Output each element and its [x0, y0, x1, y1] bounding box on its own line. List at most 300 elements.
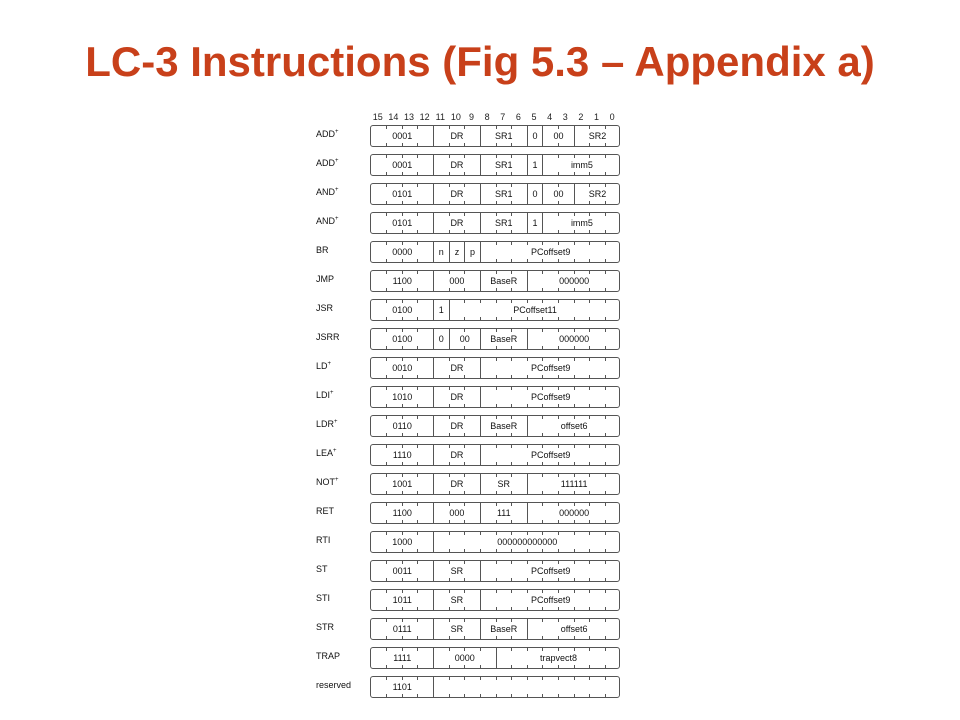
bit-tick	[605, 590, 606, 593]
bit-tick	[449, 636, 450, 639]
encoding-field: 1101	[392, 682, 412, 692]
bit-tick	[402, 648, 403, 651]
bit-tick	[574, 288, 575, 291]
bit-tick	[386, 619, 387, 622]
bit-tick	[386, 474, 387, 477]
bit-label: 12	[419, 112, 430, 122]
encoding-field: 0001	[392, 131, 413, 141]
instruction-row	[312, 182, 632, 206]
encoding-box	[370, 270, 620, 292]
bit-tick	[558, 462, 559, 465]
bit-tick	[386, 155, 387, 158]
bit-tick	[574, 346, 575, 349]
bit-tick	[386, 300, 387, 303]
bit-tick	[511, 172, 512, 175]
bit-label: 0	[609, 112, 615, 122]
bit-tick	[496, 242, 497, 245]
bit-tick	[558, 648, 559, 651]
bit-tick	[464, 317, 465, 320]
encoding-field: DR	[450, 218, 464, 228]
bit-tick	[496, 404, 497, 407]
bit-tick	[464, 230, 465, 233]
bit-tick	[417, 213, 418, 216]
bit-tick	[402, 503, 403, 506]
bit-tick	[527, 259, 528, 262]
bit-tick	[589, 474, 590, 477]
bit-tick	[605, 474, 606, 477]
bit-tick	[464, 619, 465, 622]
encoding-field: p	[470, 247, 476, 257]
instruction-row	[312, 443, 632, 467]
bit-tick	[464, 416, 465, 419]
bit-tick	[464, 677, 465, 680]
instruction-mnemonic: ADD+	[316, 129, 339, 139]
bit-label: 3	[562, 112, 568, 122]
instruction-mnemonic: TRAP	[316, 651, 341, 661]
bit-tick	[417, 694, 418, 697]
encoding-box	[370, 618, 620, 640]
bit-tick	[496, 474, 497, 477]
encoding-box	[370, 444, 620, 466]
bit-tick	[449, 271, 450, 274]
encoding-box	[370, 589, 620, 611]
bit-tick	[574, 590, 575, 593]
encoding-field: 0111	[392, 624, 412, 634]
bit-tick	[558, 155, 559, 158]
bit-tick	[542, 677, 543, 680]
bit-tick	[605, 230, 606, 233]
bit-tick	[574, 445, 575, 448]
bit-tick	[542, 346, 543, 349]
bit-tick	[605, 288, 606, 291]
bit-tick	[417, 416, 418, 419]
bit-tick	[589, 300, 590, 303]
bit-tick	[464, 474, 465, 477]
encoding-field: DR	[450, 479, 464, 489]
bit-tick	[558, 213, 559, 216]
bit-tick	[574, 549, 575, 552]
bit-tick	[527, 607, 528, 610]
bit-tick	[464, 445, 465, 448]
bit-tick	[464, 346, 465, 349]
bit-tick	[464, 329, 465, 332]
bit-tick	[542, 590, 543, 593]
bit-tick	[480, 677, 481, 680]
encoding-box	[370, 502, 620, 524]
encoding-field: PCoffset9	[531, 566, 571, 576]
bit-tick	[511, 242, 512, 245]
bit-tick	[417, 375, 418, 378]
bit-tick	[496, 300, 497, 303]
bit-tick	[386, 126, 387, 129]
bit-tick	[464, 387, 465, 390]
bit-tick	[527, 549, 528, 552]
bit-tick	[449, 143, 450, 146]
bit-tick	[589, 242, 590, 245]
bit-tick	[589, 677, 590, 680]
bit-tick	[558, 201, 559, 204]
bit-tick	[589, 665, 590, 668]
bit-tick	[402, 271, 403, 274]
encoding-field: SR	[450, 624, 464, 634]
instruction-row	[312, 588, 632, 612]
encoding-field: PCoffset9	[531, 450, 571, 460]
bit-tick	[417, 126, 418, 129]
condition-code-flag: +	[335, 158, 339, 164]
bit-tick	[417, 648, 418, 651]
instruction-row	[312, 414, 632, 438]
encoding-field: PCoffset9	[531, 595, 571, 605]
bit-tick	[574, 636, 575, 639]
bit-tick	[605, 607, 606, 610]
bit-tick	[605, 561, 606, 564]
encoding-box	[370, 386, 620, 408]
bit-tick	[449, 445, 450, 448]
bit-tick	[386, 172, 387, 175]
bit-tick	[605, 126, 606, 129]
bit-tick	[589, 271, 590, 274]
instruction-row	[312, 617, 632, 641]
condition-code-flag: +	[333, 448, 337, 454]
encoding-field: DR	[450, 131, 464, 141]
encoding-field: PCoffset9	[531, 247, 571, 257]
bit-tick	[558, 387, 559, 390]
condition-code-flag: +	[330, 390, 334, 396]
bit-tick	[558, 126, 559, 129]
encoding-field: 000000	[559, 334, 590, 344]
bit-tick	[542, 520, 543, 523]
instruction-mnemonic: JSRR	[316, 332, 340, 342]
bit-tick	[511, 416, 512, 419]
instruction-mnemonic: NOT+	[316, 477, 339, 487]
instruction-row	[312, 559, 632, 583]
bit-tick	[386, 375, 387, 378]
bit-tick	[417, 358, 418, 361]
encoding-field: 0011	[392, 566, 412, 576]
condition-code-flag: +	[335, 129, 339, 135]
bit-tick	[574, 213, 575, 216]
bit-tick	[574, 532, 575, 535]
bit-tick	[542, 375, 543, 378]
bit-tick	[542, 561, 543, 564]
bit-tick	[589, 532, 590, 535]
bit-tick	[480, 665, 481, 668]
bit-tick	[464, 503, 465, 506]
bit-label: 2	[578, 112, 584, 122]
bit-tick	[449, 665, 450, 668]
encoding-field: DR	[450, 189, 464, 199]
bit-tick	[386, 532, 387, 535]
bit-tick	[464, 532, 465, 535]
bit-tick	[402, 155, 403, 158]
bit-tick	[605, 213, 606, 216]
bit-tick	[511, 288, 512, 291]
bit-tick	[417, 387, 418, 390]
bit-tick	[464, 201, 465, 204]
encoding-field: BaseR	[490, 421, 518, 431]
bit-tick	[558, 561, 559, 564]
bit-tick	[605, 184, 606, 187]
encoding-field: BaseR	[490, 276, 518, 286]
instruction-mnemonic: LDI+	[316, 390, 334, 400]
bit-tick	[417, 404, 418, 407]
bit-tick	[386, 143, 387, 146]
encoding-field: z	[454, 247, 460, 257]
encoding-field: SR1	[495, 160, 513, 170]
bit-tick	[574, 578, 575, 581]
bit-tick	[605, 445, 606, 448]
bit-tick	[542, 607, 543, 610]
bit-tick	[417, 329, 418, 332]
encoding-field: 0	[438, 334, 444, 344]
encoding-field: 00	[553, 131, 564, 141]
bit-tick	[542, 271, 543, 274]
bit-tick	[464, 126, 465, 129]
encoding-field: 000000	[559, 276, 590, 286]
bit-tick	[511, 184, 512, 187]
bit-tick	[386, 636, 387, 639]
bit-tick	[542, 578, 543, 581]
bit-tick	[496, 271, 497, 274]
bit-tick	[464, 288, 465, 291]
bit-label: 9	[469, 112, 475, 122]
bit-tick	[417, 677, 418, 680]
encoding-field: 0	[532, 189, 538, 199]
bit-tick	[558, 242, 559, 245]
bit-tick	[402, 462, 403, 465]
bit-tick	[574, 648, 575, 651]
bit-tick	[386, 503, 387, 506]
bit-tick	[402, 172, 403, 175]
bit-tick	[558, 549, 559, 552]
bit-tick	[480, 648, 481, 651]
bit-tick	[605, 271, 606, 274]
bit-tick	[496, 288, 497, 291]
instruction-mnemonic: ST	[316, 564, 328, 574]
bit-tick	[402, 329, 403, 332]
bit-tick	[542, 387, 543, 390]
bit-tick	[417, 491, 418, 494]
instruction-mnemonic: JMP	[316, 274, 334, 284]
bit-tick	[605, 491, 606, 494]
bit-tick	[386, 201, 387, 204]
bit-tick	[417, 462, 418, 465]
bit-tick	[558, 578, 559, 581]
bit-tick	[589, 184, 590, 187]
bit-tick	[574, 607, 575, 610]
bit-tick	[417, 184, 418, 187]
bit-tick	[542, 404, 543, 407]
bit-tick	[402, 677, 403, 680]
bit-tick	[496, 126, 497, 129]
bit-tick	[558, 636, 559, 639]
bit-tick	[402, 184, 403, 187]
bit-tick	[589, 416, 590, 419]
encoding-field: SR1	[495, 131, 513, 141]
bit-tick	[464, 155, 465, 158]
bit-tick	[496, 358, 497, 361]
bit-tick	[464, 694, 465, 697]
bit-tick	[449, 416, 450, 419]
bit-tick	[496, 184, 497, 187]
bit-tick	[605, 259, 606, 262]
bit-tick	[402, 201, 403, 204]
bit-label: 6	[515, 112, 521, 122]
bit-tick	[589, 346, 590, 349]
bit-tick	[589, 213, 590, 216]
bit-tick	[386, 607, 387, 610]
encoding-field: 000	[449, 276, 465, 286]
instruction-mnemonic: LDR+	[316, 419, 338, 429]
bit-tick	[605, 578, 606, 581]
bit-tick	[464, 549, 465, 552]
bit-tick	[527, 300, 528, 303]
bit-tick	[542, 503, 543, 506]
bit-tick	[496, 445, 497, 448]
bit-tick	[464, 520, 465, 523]
bit-tick	[449, 677, 450, 680]
bit-tick	[605, 346, 606, 349]
encoding-field: 111	[496, 508, 511, 518]
bit-tick	[589, 578, 590, 581]
encoding-field: 0100	[392, 305, 413, 315]
encoding-field: 0000	[392, 247, 413, 257]
bit-tick	[574, 561, 575, 564]
bit-tick	[417, 619, 418, 622]
encoding-field: 1010	[392, 392, 413, 402]
bit-tick	[589, 259, 590, 262]
bit-tick	[449, 288, 450, 291]
encoding-field: offset6	[560, 624, 588, 634]
instruction-row	[312, 240, 632, 264]
bit-tick	[589, 201, 590, 204]
bit-tick	[511, 636, 512, 639]
bit-tick	[449, 503, 450, 506]
bit-tick	[589, 375, 590, 378]
bit-tick	[480, 549, 481, 552]
bit-tick	[417, 201, 418, 204]
slide-title: LC-3 Instructions (Fig 5.3 – Appendix a)	[85, 38, 875, 85]
bit-tick	[386, 242, 387, 245]
bit-tick	[605, 549, 606, 552]
encoding-field: 1111	[393, 653, 412, 663]
bit-tick	[558, 491, 559, 494]
bit-tick	[417, 271, 418, 274]
bit-tick	[511, 607, 512, 610]
bit-tick	[449, 404, 450, 407]
bit-tick	[558, 317, 559, 320]
encoding-field: n	[438, 247, 444, 257]
encoding-field: 00	[459, 334, 470, 344]
encoding-field: PCoffset9	[531, 392, 571, 402]
encoding-field: DR	[450, 160, 464, 170]
encoding-field: 1100	[392, 508, 412, 518]
bit-tick	[496, 520, 497, 523]
bit-tick	[542, 259, 543, 262]
bit-tick	[542, 648, 543, 651]
bit-label: 15	[372, 112, 383, 122]
bit-label: 5	[531, 112, 537, 122]
bit-tick	[574, 329, 575, 332]
bit-tick	[558, 375, 559, 378]
instruction-mnemonic: ADD+	[316, 158, 339, 168]
bit-tick	[511, 230, 512, 233]
encoding-field: 0	[532, 131, 538, 141]
bit-tick	[527, 242, 528, 245]
bit-tick	[511, 271, 512, 274]
bit-tick	[464, 648, 465, 651]
bit-tick	[386, 230, 387, 233]
encoding-field: DR	[450, 363, 464, 373]
bit-label: 4	[547, 112, 553, 122]
bit-tick	[589, 462, 590, 465]
bit-tick	[605, 317, 606, 320]
encoding-box	[370, 560, 620, 582]
bit-tick	[496, 172, 497, 175]
bit-tick	[496, 462, 497, 465]
bit-tick	[386, 259, 387, 262]
bit-tick	[464, 636, 465, 639]
bit-tick	[464, 143, 465, 146]
bit-tick	[480, 300, 481, 303]
bit-tick	[386, 578, 387, 581]
instruction-mnemonic: AND+	[316, 216, 339, 226]
instruction-mnemonic: JSR	[316, 303, 334, 313]
bit-tick	[464, 665, 465, 668]
bit-position-header	[360, 112, 620, 124]
bit-tick	[574, 358, 575, 361]
instruction-mnemonic: LD+	[316, 361, 332, 371]
bit-tick	[402, 491, 403, 494]
bit-tick	[558, 300, 559, 303]
bit-tick	[402, 126, 403, 129]
bit-label: 1	[594, 112, 600, 122]
bit-tick	[542, 317, 543, 320]
bit-tick	[402, 694, 403, 697]
bit-tick	[496, 491, 497, 494]
bit-tick	[558, 532, 559, 535]
bit-tick	[464, 375, 465, 378]
bit-tick	[574, 619, 575, 622]
bit-tick	[496, 346, 497, 349]
bit-tick	[417, 172, 418, 175]
bit-tick	[417, 474, 418, 477]
bit-tick	[542, 242, 543, 245]
bit-tick	[417, 520, 418, 523]
bit-tick	[542, 462, 543, 465]
encoding-field: 0010	[392, 363, 413, 373]
bit-tick	[496, 619, 497, 622]
bit-tick	[605, 172, 606, 175]
bit-tick	[464, 561, 465, 564]
encoding-field: imm5	[570, 218, 593, 228]
bit-label: 11	[435, 112, 445, 122]
bit-tick	[496, 143, 497, 146]
bit-tick	[589, 387, 590, 390]
encoding-field: SR	[450, 595, 464, 605]
instruction-row	[312, 269, 632, 293]
bit-tick	[511, 561, 512, 564]
bit-tick	[511, 648, 512, 651]
bit-tick	[527, 532, 528, 535]
bit-tick	[542, 619, 543, 622]
bit-tick	[605, 677, 606, 680]
bit-tick	[511, 590, 512, 593]
bit-tick	[496, 607, 497, 610]
bit-tick	[511, 433, 512, 436]
bit-tick	[386, 462, 387, 465]
bit-tick	[542, 288, 543, 291]
